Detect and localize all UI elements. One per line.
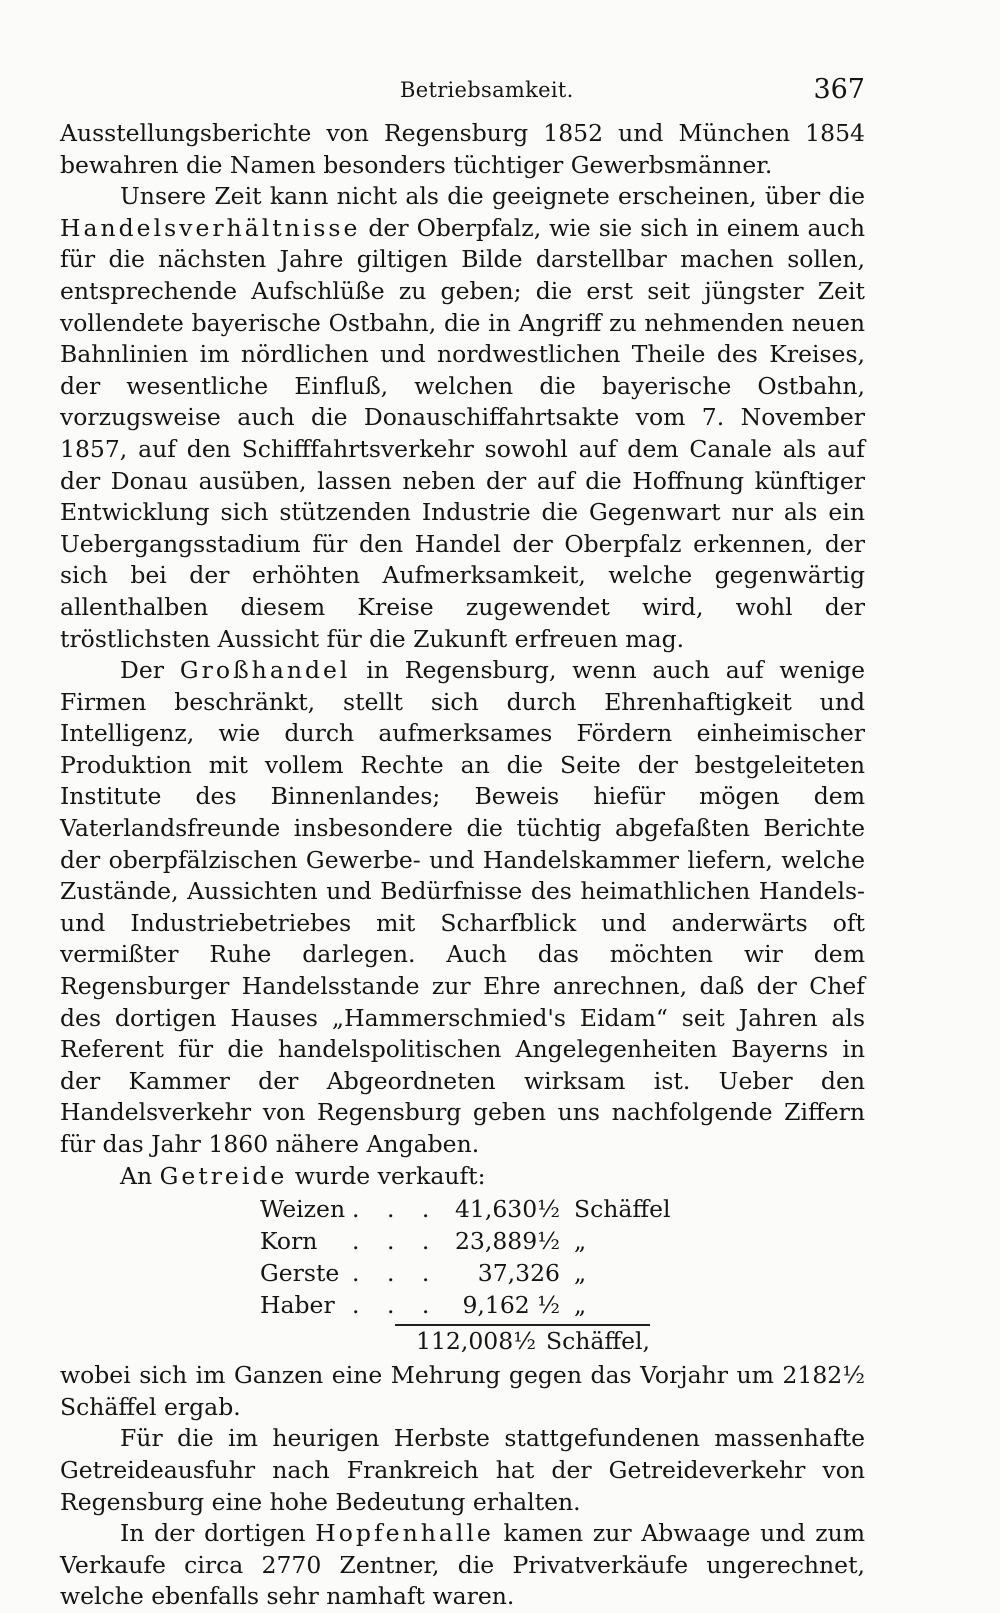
paragraph-export: Für die im heurigen Herbste stattgefundenen massenhafte Getreideausfuhr nach Frankreich hat der Getreideverkehr von Regensburg eine hohe Bedeutung erhalten. [60,1424,865,1516]
emphasized-term: Großhandel [179,656,351,685]
grain-row [260,1258,690,1290]
page-number: 367 [813,74,865,105]
emphasized-term: Hopfenhalle [315,1519,494,1548]
grain-name: Korn [260,1227,318,1256]
page-body [60,118,865,1613]
paragraph-text: Der [120,656,180,685]
grain-amount: 23,889½ [454,1227,560,1256]
grain-row [260,1226,690,1258]
paragraph-hop-hall [60,1518,865,1613]
grain-name: Gerste [260,1259,340,1288]
grain-name: Weizen [260,1195,346,1224]
leader-dots: . . . [352,1227,440,1256]
emphasized-term: Handelsverhältnisse [60,213,361,242]
paragraph-text: in Regensburg, wenn auch auf wenige Firmen beschränkt, stellt sich durch Ehrenhaftigkeit und Intelligenz, wie durch aufmerksames Fördern einheimischer Produktion mit vollem Rechte an die Seite der bestgeleiteten Institute des Binnenlandes; Beweis hiefür mögen dem Vaterlandsfreunde insbesondere die tüchtig abgefaßten Berichte der oberpfälzischen Gewerbe- und Handelskammer liefern, welche Zustände, Aussichten und Bedürfnisse des heimathlichen Handels- und Industriebetriebes mit Scharfblick und anderwärts oft vermißter Ruhe darlegen. Auch das möchten wir dem Regensburger Handelsstande zur Ehre anrechnen, daß der Chef des dortigen Hauses „Hammerschmied's Eidam“ seit Jahren als Referent für die handelspolitischen Angelegenheiten Bayerns in der Kammer der Abgeordneten wirksam ist. Ueber den Handelsverkehr von Regensburg geben uns nachfolgende Ziffern für das Jahr 1860 nähere Angaben. [60,656,866,1158]
grain-unit: Schäffel [574,1195,671,1224]
paragraph-text: An [120,1161,160,1190]
running-head: Betriebsamkeit. [400,78,574,102]
grain-amount: 9,162 ½ [462,1291,560,1320]
paragraph-text: kamen zur Abwaage und zum Verkaufe circa 2770 Zentner, die Privatverkäufe ungerechnet, welche ebenfalls sehr namhaft waren. [60,1519,866,1611]
paragraph-text: wurde verkauft: [287,1161,486,1190]
emphasized-term: Getreide [159,1161,288,1190]
grain-row [260,1194,690,1226]
paragraph-text: Unsere Zeit kann nicht als die geeignete erscheinen, über die [120,182,865,211]
paragraph-trade-relations [60,181,865,655]
paragraph-text: In der dortigen [120,1519,316,1548]
paragraph-text: der Oberpfalz, wie sie sich in einem auch für die nächsten Jahre giltigen Bilde darstellbar machen sollen, entsprechende Aufschlüße zu geben; die erst seit jüngster Zeit vollendete bayerische Ostbahn, die in Angriff zu nehmenden neuen Bahnlinien im nördlichen und nordwestlichen Theile des Kreises, der wesentliche Einfluß, welchen die bayerische Ostbahn, vorzugsweise auch die Donauschiffahrtsakte vom 7. November 1857, auf den Schifffahrtsverkehr sowohl auf dem Canale als auf der Donau ausüben, lassen neben der auf die Hoffnung künftiger Entwicklung sich stützenden Industrie die Gegenwart nur als ein Uebergangsstadium für den Handel der Oberpfalz erkennen, der sich bei der erhöhten Aufmerksamkeit, welche gegenwärtig allenthalben diesem Kreise zugewendet wird, wohl der tröstlichsten Aussicht für die Zukunft erfreuen mag. [60,213,865,653]
grain-row [260,1290,690,1322]
grain-total-row [395,1324,650,1360]
grain-unit: „ [574,1227,587,1256]
grain-unit: „ [574,1291,587,1320]
grain-total-amount: 112,008½ [416,1327,536,1356]
leader-dots: . . . [352,1259,440,1288]
paragraph-exhibition-reports: Ausstellungsberichte von Regensburg 1852 und München 1854 bewahren die Namen besonders tüchtiger Gewerbsmänner. [60,119,865,179]
grain-amount: 37,326 [477,1259,560,1288]
leader-dots: . . . [352,1291,440,1320]
paragraph-wholesale [60,655,865,1161]
grain-name: Haber [260,1291,335,1320]
grain-total-unit: Schäffel, [546,1327,650,1356]
grain-amount: 41,630½ [454,1195,560,1224]
grain-table [260,1194,690,1360]
grain-unit: „ [574,1259,587,1288]
paragraph-increase: wobei sich im Ganzen eine Mehrung gegen das Vorjahr um 2182½ Schäffel ergab. [60,1361,865,1421]
leader-dots: . . . [352,1195,440,1224]
page-header [60,68,865,108]
grain-intro [120,1161,865,1193]
